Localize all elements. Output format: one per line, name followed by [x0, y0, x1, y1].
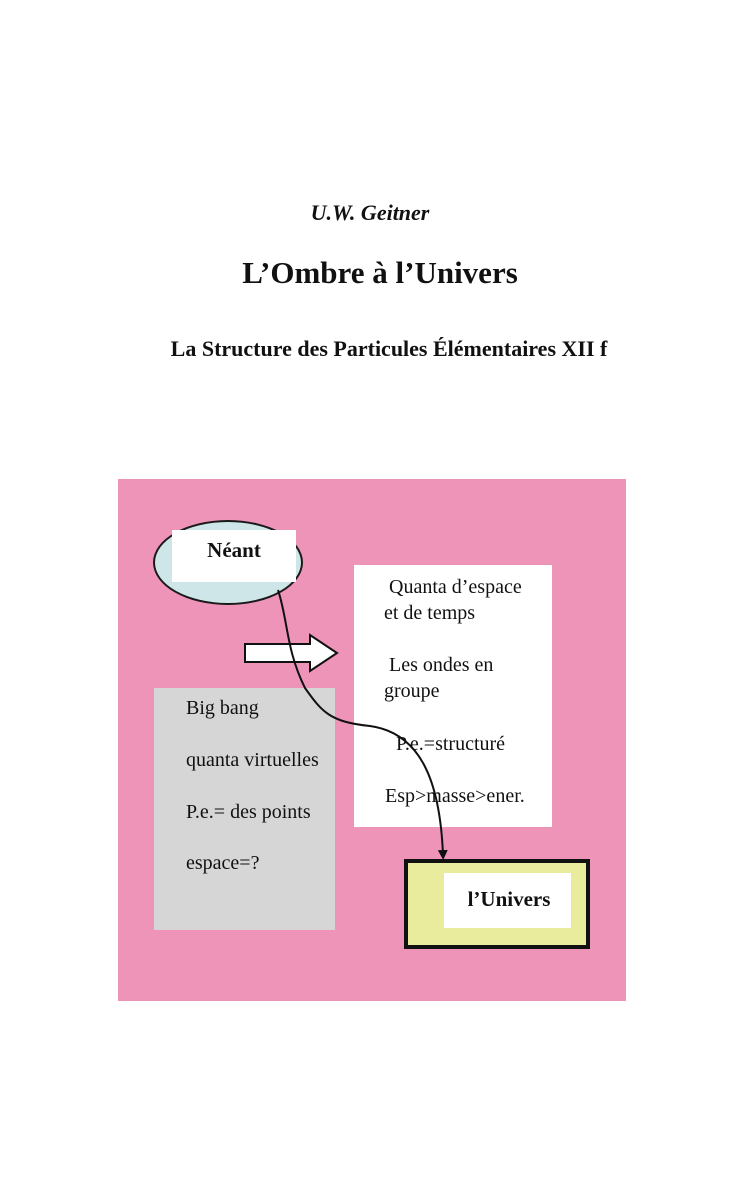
- left-box-line: P.e.= des points: [186, 801, 311, 823]
- right-box-line: groupe: [384, 680, 440, 702]
- right-box-line: Esp>masse>ener.: [385, 785, 525, 807]
- right-box-line: Les ondes en: [389, 654, 494, 676]
- author: U.W. Geitner: [310, 200, 430, 225]
- right-box-line: Quanta d’espace: [389, 576, 522, 598]
- univers-label: l’Univers: [467, 887, 551, 911]
- right-box-line: P.e.=structuré: [396, 733, 506, 755]
- left-box-line: Big bang: [186, 697, 259, 719]
- right-box-line: et de temps: [384, 602, 476, 624]
- book-title: L’Ombre à l’Univers: [242, 255, 518, 290]
- left-box-line: quanta virtuelles: [186, 749, 319, 771]
- neant-label: Néant: [207, 538, 261, 562]
- book-subtitle: La Structure des Particules Élémentaires XII f: [170, 336, 608, 361]
- left-box-line: espace=?: [186, 852, 260, 874]
